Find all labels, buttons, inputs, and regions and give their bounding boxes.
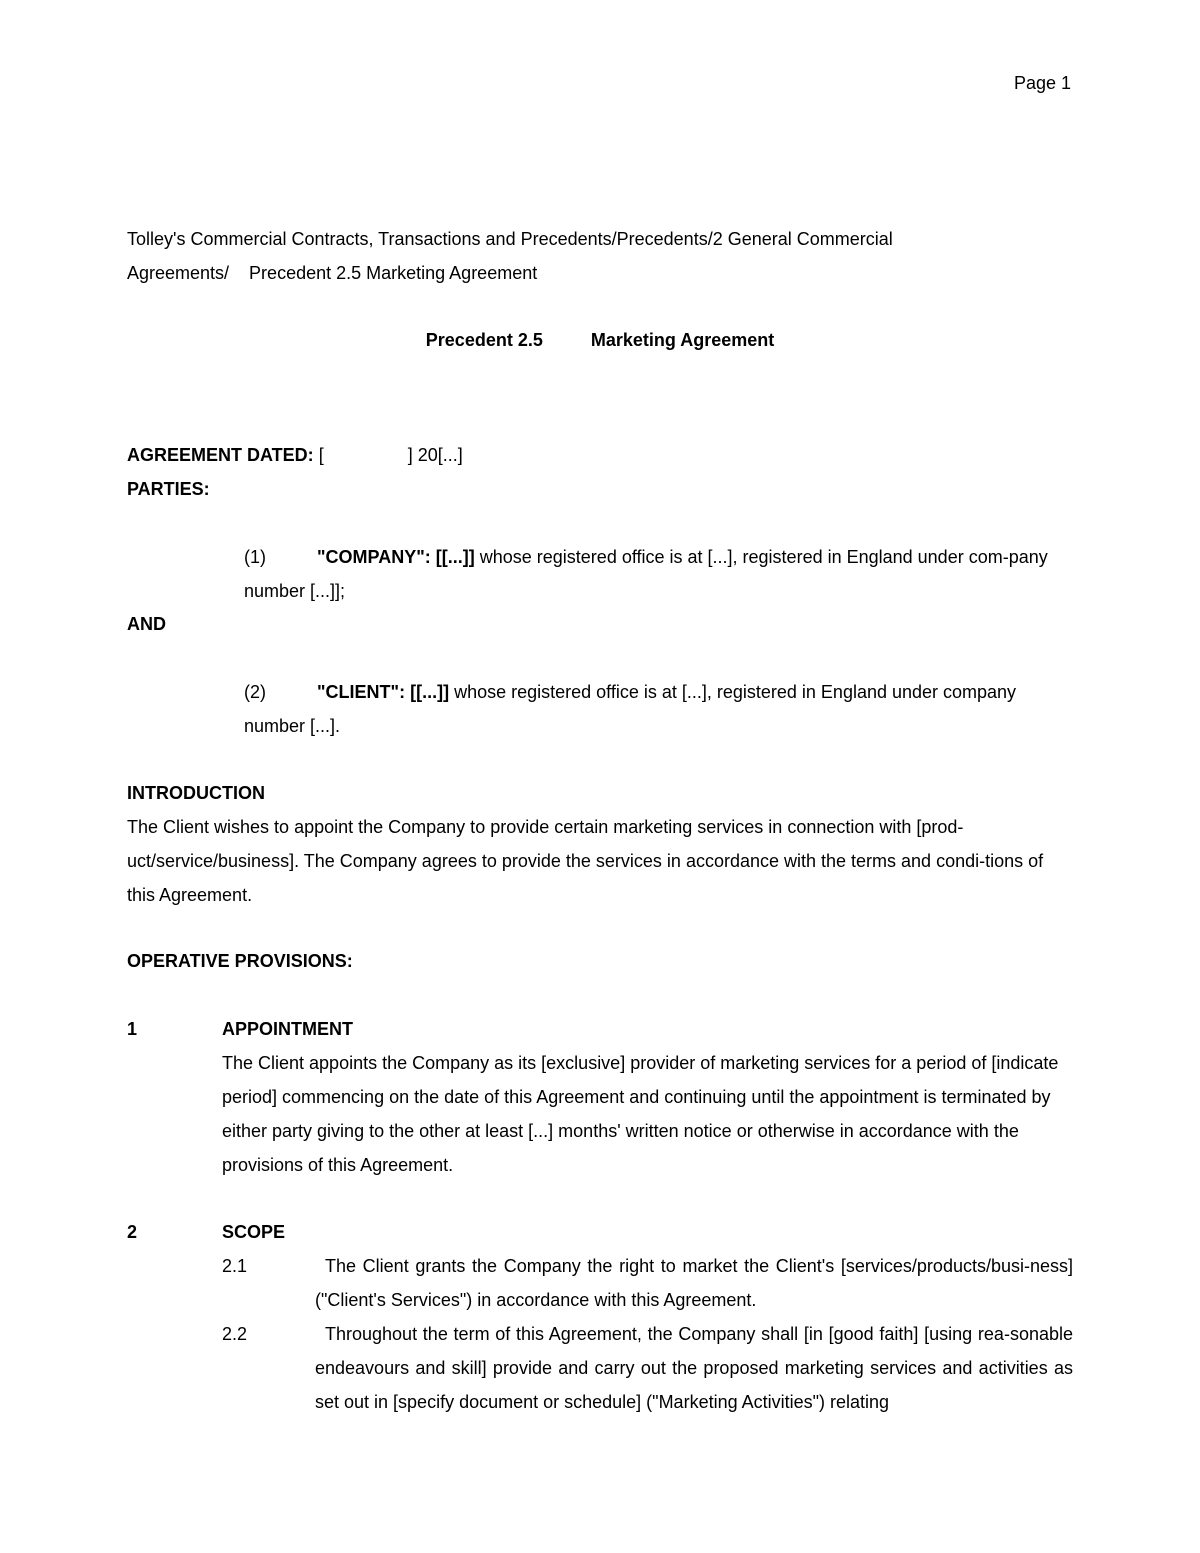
subclause-2-1-content: The Client grants the Company the right to market the Client's [services/products/busi-ness] ("Client's Services") in accordance with this Agreement. — [315, 1256, 1073, 1310]
subclause-2-2-text — [315, 1317, 1073, 1419]
precedent-number: Precedent 2.5 — [425, 330, 543, 350]
page-number: Page 1 — [1013, 73, 1071, 93]
subclause-2-1-number: 2.1 — [222, 1256, 248, 1276]
party-company — [244, 540, 1074, 608]
date-close-bracket: ] 20[...] — [407, 445, 463, 465]
precedent-name: Marketing Agreement — [590, 330, 775, 350]
agreement-dated — [127, 438, 463, 472]
subclause-2-2-number: 2.2 — [222, 1324, 248, 1344]
date-open-bracket: [ — [318, 445, 324, 465]
agreement-dated-label: AGREEMENT DATED: — [127, 445, 314, 465]
subclause-2-1-text — [315, 1249, 1073, 1317]
clause-1-text: The Client appoints the Company as its [exclusive] provider of marketing services for a period of [indicate period] commencing on the date of this Agreement and continuing until the appointment is terminated by either party giving to the other at least [...] months' written notice or otherwise in accordance with the provisions of this Agreement. — [222, 1053, 1059, 1175]
clause-1-heading: APPOINTMENT — [222, 1019, 354, 1039]
party-company-label: "COMPANY": — [317, 547, 431, 567]
party-company-bracket: [[...]] — [435, 547, 475, 567]
party-client-text: whose registered office is at [...], registered in England under company number [...]. — [244, 682, 1017, 736]
introduction-heading: INTRODUCTION — [127, 783, 265, 803]
party-client-bracket: [[...]] — [410, 682, 450, 702]
parties-heading: PARTIES: — [127, 479, 210, 499]
party-client-number: (2) — [244, 682, 266, 702]
breadcrumb — [127, 222, 893, 290]
breadcrumb-line-1: Tolley's Commercial Contracts, Transactions and Precedents/Precedents/2 General Commercial — [127, 229, 893, 249]
document-title — [0, 323, 1200, 357]
clause-2-number: 2 — [127, 1222, 138, 1242]
subclause-2-2-content: Throughout the term of this Agreement, the Company shall [in [good faith] [using rea-sonable endeavours and skill] provide and carry out the proposed marketing services and activities as set out in [specify document or schedule] ("Marketing Activities") relating — [315, 1324, 1073, 1412]
party-client — [244, 675, 1074, 743]
party-client-label: "CLIENT": — [317, 682, 406, 702]
clause-2-heading: SCOPE — [222, 1222, 286, 1242]
party-company-text: whose registered office is at [...], registered in England under com-pany number [...]]; — [244, 547, 1048, 601]
breadcrumb-line-2: Agreements/ Precedent 2.5 Marketing Agreement — [127, 263, 538, 283]
and-label: AND — [127, 614, 166, 634]
operative-provisions-heading: OPERATIVE PROVISIONS: — [127, 951, 353, 971]
clause-1-number: 1 — [127, 1019, 138, 1039]
party-company-number: (1) — [244, 547, 266, 567]
introduction-text: The Client wishes to appoint the Company to provide certain marketing services in connection with [prod-uct/service/business]. The Company agrees to provide the services in accordance with the terms and condi-tions of this Agreement. — [127, 817, 1044, 905]
